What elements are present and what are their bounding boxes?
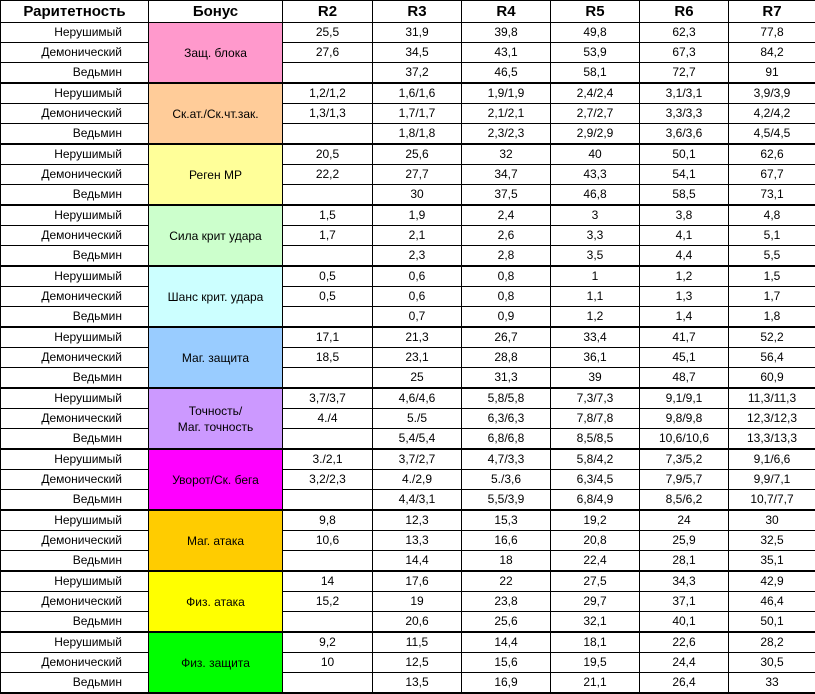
value-cell-r3: 19 <box>373 592 462 612</box>
rarity-label: Демонический <box>1 409 149 429</box>
table-row <box>1 23 815 43</box>
value-cell-r5: 29,7 <box>551 592 640 612</box>
header-r5: R5 <box>551 1 640 23</box>
value-cell-r7: 13,3/13,3 <box>729 429 815 450</box>
value-cell-r6: 8,5/6,2 <box>640 490 729 511</box>
value-cell-r6: 54,1 <box>640 165 729 185</box>
value-cell-r5: 7,8/7,8 <box>551 409 640 429</box>
value-cell-r4: 15,3 <box>462 510 551 531</box>
value-cell-r4: 2,8 <box>462 246 551 267</box>
value-cell-r7: 42,9 <box>729 571 815 592</box>
value-cell-r7: 33 <box>729 673 815 694</box>
table-row <box>1 165 815 185</box>
table-row <box>1 266 815 287</box>
value-cell-r2 <box>283 124 373 145</box>
table-row <box>1 612 815 633</box>
value-cell-r6: 10,6/10,6 <box>640 429 729 450</box>
value-cell-r6: 48,7 <box>640 368 729 389</box>
value-cell-r6: 7,3/5,2 <box>640 449 729 470</box>
rarity-label: Нерушимый <box>1 327 149 348</box>
value-cell-r7: 35,1 <box>729 551 815 572</box>
value-cell-r2: 22,2 <box>283 165 373 185</box>
value-cell-r7: 60,9 <box>729 368 815 389</box>
value-cell-r6: 41,7 <box>640 327 729 348</box>
value-cell-r5: 36,1 <box>551 348 640 368</box>
value-cell-r6: 7,9/5,7 <box>640 470 729 490</box>
value-cell-r3: 0,6 <box>373 266 462 287</box>
header-r2: R2 <box>283 1 373 23</box>
value-cell-r7: 67,7 <box>729 165 815 185</box>
value-cell-r3: 12,3 <box>373 510 462 531</box>
rarity-label: Демонический <box>1 531 149 551</box>
value-cell-r6: 24,4 <box>640 653 729 673</box>
value-cell-r2: 9,8 <box>283 510 373 531</box>
table-row <box>1 226 815 246</box>
table-row <box>1 185 815 206</box>
value-cell-r4: 0,8 <box>462 266 551 287</box>
rarity-label: Ведьмин <box>1 551 149 572</box>
rarity-label: Ведьмин <box>1 429 149 450</box>
value-cell-r4: 43,1 <box>462 43 551 63</box>
header-rarity: Раритетность <box>1 1 149 23</box>
value-cell-r5: 1,1 <box>551 287 640 307</box>
value-cell-r7: 3,9/3,9 <box>729 83 815 104</box>
table-row <box>1 43 815 63</box>
value-cell-r3: 25,6 <box>373 144 462 165</box>
value-cell-r4: 22 <box>462 571 551 592</box>
value-cell-r2: 14 <box>283 571 373 592</box>
value-cell-r5: 2,7/2,7 <box>551 104 640 124</box>
value-cell-r3: 11,5 <box>373 632 462 653</box>
table-row <box>1 63 815 84</box>
value-cell-r6: 45,1 <box>640 348 729 368</box>
value-cell-r6: 22,6 <box>640 632 729 653</box>
value-cell-r2 <box>283 429 373 450</box>
table-row <box>1 551 815 572</box>
rarity-label: Демонический <box>1 104 149 124</box>
value-cell-r3: 23,1 <box>373 348 462 368</box>
value-cell-r2 <box>283 673 373 694</box>
value-cell-r3: 30 <box>373 185 462 206</box>
header-r6: R6 <box>640 1 729 23</box>
value-cell-r5: 39 <box>551 368 640 389</box>
value-cell-r4: 1,9/1,9 <box>462 83 551 104</box>
value-cell-r5: 33,4 <box>551 327 640 348</box>
table-row <box>1 531 815 551</box>
value-cell-r2: 0,5 <box>283 287 373 307</box>
table-row <box>1 144 815 165</box>
value-cell-r7: 4,5/4,5 <box>729 124 815 145</box>
value-cell-r4: 31,3 <box>462 368 551 389</box>
value-cell-r6: 50,1 <box>640 144 729 165</box>
value-cell-r2: 25,5 <box>283 23 373 43</box>
rarity-label: Нерушимый <box>1 510 149 531</box>
value-cell-r4: 46,5 <box>462 63 551 84</box>
value-cell-r6: 1,3 <box>640 287 729 307</box>
bonus-cell: Уворот/Ск. бега <box>149 449 283 510</box>
value-cell-r2: 0,5 <box>283 266 373 287</box>
header-bonus: Бонус <box>149 1 283 23</box>
value-cell-r3: 5./5 <box>373 409 462 429</box>
value-cell-r6: 37,1 <box>640 592 729 612</box>
table-row <box>1 388 815 409</box>
value-cell-r2: 10,6 <box>283 531 373 551</box>
value-cell-r4: 18 <box>462 551 551 572</box>
value-cell-r2: 9,2 <box>283 632 373 653</box>
table-row <box>1 104 815 124</box>
value-cell-r3: 1,7/1,7 <box>373 104 462 124</box>
value-cell-r6: 4,4 <box>640 246 729 267</box>
value-cell-r4: 32 <box>462 144 551 165</box>
table-row <box>1 429 815 450</box>
value-cell-r5: 27,5 <box>551 571 640 592</box>
value-cell-r2: 3,7/3,7 <box>283 388 373 409</box>
value-cell-r5: 2,9/2,9 <box>551 124 640 145</box>
value-cell-r5: 49,8 <box>551 23 640 43</box>
value-cell-r6: 1,2 <box>640 266 729 287</box>
rarity-label: Нерушимый <box>1 571 149 592</box>
value-cell-r5: 58,1 <box>551 63 640 84</box>
value-cell-r2: 1,5 <box>283 205 373 226</box>
value-cell-r3: 14,4 <box>373 551 462 572</box>
rarity-label: Ведьмин <box>1 673 149 694</box>
value-cell-r5: 6,3/4,5 <box>551 470 640 490</box>
value-cell-r5: 19,2 <box>551 510 640 531</box>
value-cell-r5: 22,4 <box>551 551 640 572</box>
value-cell-r3: 1,8/1,8 <box>373 124 462 145</box>
value-cell-r2: 18,5 <box>283 348 373 368</box>
value-cell-r4: 6,3/6,3 <box>462 409 551 429</box>
header-r4: R4 <box>462 1 551 23</box>
value-cell-r4: 5,8/5,8 <box>462 388 551 409</box>
value-cell-r3: 2,3 <box>373 246 462 267</box>
rarity-label: Демонический <box>1 348 149 368</box>
table-row <box>1 409 815 429</box>
value-cell-r7: 5,1 <box>729 226 815 246</box>
value-cell-r7: 30 <box>729 510 815 531</box>
value-cell-r4: 5,5/3,9 <box>462 490 551 511</box>
value-cell-r5: 7,3/7,3 <box>551 388 640 409</box>
rarity-label: Ведьмин <box>1 124 149 145</box>
value-cell-r7: 12,3/12,3 <box>729 409 815 429</box>
bonus-cell: Физ. атака <box>149 571 283 632</box>
value-cell-r4: 28,8 <box>462 348 551 368</box>
value-cell-r3: 3,7/2,7 <box>373 449 462 470</box>
value-cell-r4: 5./3,6 <box>462 470 551 490</box>
value-cell-r4: 2,1/2,1 <box>462 104 551 124</box>
value-cell-r3: 34,5 <box>373 43 462 63</box>
value-cell-r2: 10 <box>283 653 373 673</box>
value-cell-r4: 16,9 <box>462 673 551 694</box>
table-row <box>1 673 815 694</box>
value-cell-r3: 1,6/1,6 <box>373 83 462 104</box>
table-row <box>1 246 815 267</box>
value-cell-r3: 0,7 <box>373 307 462 328</box>
value-cell-r2 <box>283 307 373 328</box>
value-cell-r4: 0,8 <box>462 287 551 307</box>
value-cell-r7: 10,7/7,7 <box>729 490 815 511</box>
value-cell-r5: 19,5 <box>551 653 640 673</box>
value-cell-r5: 1,2 <box>551 307 640 328</box>
value-cell-r6: 67,3 <box>640 43 729 63</box>
value-cell-r7: 84,2 <box>729 43 815 63</box>
table-body <box>1 23 815 694</box>
value-cell-r2: 20,5 <box>283 144 373 165</box>
rarity-label: Демонический <box>1 287 149 307</box>
value-cell-r3: 17,6 <box>373 571 462 592</box>
value-cell-r6: 28,1 <box>640 551 729 572</box>
rarity-label: Ведьмин <box>1 307 149 328</box>
rarity-label: Демонический <box>1 592 149 612</box>
value-cell-r6: 3,8 <box>640 205 729 226</box>
value-cell-r6: 40,1 <box>640 612 729 633</box>
rarity-label: Нерушимый <box>1 205 149 226</box>
bonus-cell: Маг. защита <box>149 327 283 388</box>
value-cell-r7: 28,2 <box>729 632 815 653</box>
value-cell-r5: 20,8 <box>551 531 640 551</box>
rarity-label: Демонический <box>1 226 149 246</box>
rarity-label: Демонический <box>1 470 149 490</box>
rarity-label: Нерушимый <box>1 388 149 409</box>
value-cell-r7: 1,5 <box>729 266 815 287</box>
value-cell-r5: 43,3 <box>551 165 640 185</box>
value-cell-r4: 16,6 <box>462 531 551 551</box>
bonus-cell: Точность/ Маг. точность <box>149 388 283 449</box>
rarity-label: Демонический <box>1 165 149 185</box>
value-cell-r6: 72,7 <box>640 63 729 84</box>
value-cell-r4: 2,3/2,3 <box>462 124 551 145</box>
value-cell-r7: 46,4 <box>729 592 815 612</box>
value-cell-r7: 30,5 <box>729 653 815 673</box>
value-cell-r2: 4./4 <box>283 409 373 429</box>
value-cell-r4: 26,7 <box>462 327 551 348</box>
value-cell-r7: 1,7 <box>729 287 815 307</box>
value-cell-r5: 3 <box>551 205 640 226</box>
value-cell-r2 <box>283 246 373 267</box>
value-cell-r3: 4,6/4,6 <box>373 388 462 409</box>
bonus-cell: Сила крит удара <box>149 205 283 266</box>
rarity-label: Нерушимый <box>1 266 149 287</box>
bonus-cell: Реген МР <box>149 144 283 205</box>
table-row <box>1 653 815 673</box>
value-cell-r5: 2,4/2,4 <box>551 83 640 104</box>
rarity-label: Нерушимый <box>1 449 149 470</box>
rarity-label: Ведьмин <box>1 185 149 206</box>
value-cell-r4: 39,8 <box>462 23 551 43</box>
value-cell-r6: 25,9 <box>640 531 729 551</box>
value-cell-r5: 3,5 <box>551 246 640 267</box>
value-cell-r3: 0,6 <box>373 287 462 307</box>
value-cell-r7: 9,9/7,1 <box>729 470 815 490</box>
value-cell-r7: 77,8 <box>729 23 815 43</box>
value-cell-r3: 13,3 <box>373 531 462 551</box>
value-cell-r2: 15,2 <box>283 592 373 612</box>
bonus-cell: Маг. атака <box>149 510 283 571</box>
table-row <box>1 449 815 470</box>
bonus-cell: Шанс крит. удара <box>149 266 283 327</box>
value-cell-r6: 9,8/9,8 <box>640 409 729 429</box>
table-row <box>1 470 815 490</box>
value-cell-r7: 56,4 <box>729 348 815 368</box>
rarity-label: Ведьмин <box>1 368 149 389</box>
header-r3: R3 <box>373 1 462 23</box>
value-cell-r2 <box>283 612 373 633</box>
bonus-cell: Физ. защита <box>149 632 283 693</box>
table-row <box>1 571 815 592</box>
value-cell-r7: 52,2 <box>729 327 815 348</box>
value-cell-r7: 4,8 <box>729 205 815 226</box>
value-cell-r5: 53,9 <box>551 43 640 63</box>
bonus-cell: Ск.ат./Ск.чт.зак. <box>149 83 283 144</box>
value-cell-r6: 3,3/3,3 <box>640 104 729 124</box>
table-row <box>1 205 815 226</box>
value-cell-r4: 23,8 <box>462 592 551 612</box>
value-cell-r3: 4,4/3,1 <box>373 490 462 511</box>
value-cell-r5: 32,1 <box>551 612 640 633</box>
table-row <box>1 287 815 307</box>
value-cell-r6: 34,3 <box>640 571 729 592</box>
value-cell-r7: 9,1/6,6 <box>729 449 815 470</box>
value-cell-r3: 12,5 <box>373 653 462 673</box>
rarity-label: Нерушимый <box>1 144 149 165</box>
value-cell-r6: 58,5 <box>640 185 729 206</box>
value-cell-r3: 2,1 <box>373 226 462 246</box>
value-cell-r3: 5,4/5,4 <box>373 429 462 450</box>
table-row <box>1 327 815 348</box>
table-row <box>1 124 815 145</box>
value-cell-r4: 15,6 <box>462 653 551 673</box>
value-cell-r5: 8,5/8,5 <box>551 429 640 450</box>
value-cell-r7: 91 <box>729 63 815 84</box>
value-cell-r5: 3,3 <box>551 226 640 246</box>
value-cell-r5: 40 <box>551 144 640 165</box>
value-cell-r5: 6,8/4,9 <box>551 490 640 511</box>
value-cell-r4: 4,7/3,3 <box>462 449 551 470</box>
value-cell-r6: 4,1 <box>640 226 729 246</box>
value-cell-r7: 62,6 <box>729 144 815 165</box>
value-cell-r6: 1,4 <box>640 307 729 328</box>
value-cell-r2: 1,3/1,3 <box>283 104 373 124</box>
header-row <box>1 1 815 23</box>
value-cell-r3: 20,6 <box>373 612 462 633</box>
value-cell-r6: 3,6/3,6 <box>640 124 729 145</box>
rarity-label: Нерушимый <box>1 83 149 104</box>
rarity-label: Ведьмин <box>1 246 149 267</box>
value-cell-r4: 37,5 <box>462 185 551 206</box>
value-cell-r7: 5,5 <box>729 246 815 267</box>
value-cell-r6: 24 <box>640 510 729 531</box>
value-cell-r7: 32,5 <box>729 531 815 551</box>
table-row <box>1 307 815 328</box>
value-cell-r2: 1,2/1,2 <box>283 83 373 104</box>
rarity-label: Ведьмин <box>1 612 149 633</box>
value-cell-r7: 50,1 <box>729 612 815 633</box>
value-cell-r5: 21,1 <box>551 673 640 694</box>
header-r7: R7 <box>729 1 815 23</box>
value-cell-r4: 2,6 <box>462 226 551 246</box>
table-row <box>1 632 815 653</box>
table-row <box>1 490 815 511</box>
value-cell-r5: 46,8 <box>551 185 640 206</box>
value-cell-r5: 18,1 <box>551 632 640 653</box>
value-cell-r2: 17,1 <box>283 327 373 348</box>
value-cell-r3: 1,9 <box>373 205 462 226</box>
value-cell-r3: 13,5 <box>373 673 462 694</box>
bonus-cell: Защ. блока <box>149 23 283 84</box>
value-cell-r2 <box>283 490 373 511</box>
value-cell-r6: 62,3 <box>640 23 729 43</box>
rarity-label: Нерушимый <box>1 23 149 43</box>
value-cell-r2 <box>283 185 373 206</box>
value-cell-r4: 6,8/6,8 <box>462 429 551 450</box>
value-cell-r5: 5,8/4,2 <box>551 449 640 470</box>
table-row <box>1 510 815 531</box>
table-row <box>1 368 815 389</box>
rarity-label: Демонический <box>1 653 149 673</box>
value-cell-r2: 27,6 <box>283 43 373 63</box>
value-cell-r3: 37,2 <box>373 63 462 84</box>
table-row <box>1 83 815 104</box>
value-cell-r7: 4,2/4,2 <box>729 104 815 124</box>
rarity-label: Нерушимый <box>1 632 149 653</box>
value-cell-r6: 3,1/3,1 <box>640 83 729 104</box>
table-row <box>1 348 815 368</box>
value-cell-r3: 27,7 <box>373 165 462 185</box>
value-cell-r2: 3,2/2,3 <box>283 470 373 490</box>
value-cell-r2 <box>283 368 373 389</box>
value-cell-r2 <box>283 63 373 84</box>
value-cell-r3: 31,9 <box>373 23 462 43</box>
value-cell-r3: 21,3 <box>373 327 462 348</box>
value-cell-r3: 25 <box>373 368 462 389</box>
rarity-label: Демонический <box>1 43 149 63</box>
value-cell-r2 <box>283 551 373 572</box>
value-cell-r3: 4./2,9 <box>373 470 462 490</box>
value-cell-r6: 9,1/9,1 <box>640 388 729 409</box>
value-cell-r2: 3./2,1 <box>283 449 373 470</box>
value-cell-r7: 73,1 <box>729 185 815 206</box>
value-cell-r7: 11,3/11,3 <box>729 388 815 409</box>
rarity-label: Ведьмин <box>1 63 149 84</box>
value-cell-r2: 1,7 <box>283 226 373 246</box>
value-cell-r4: 0,9 <box>462 307 551 328</box>
value-cell-r7: 1,8 <box>729 307 815 328</box>
value-cell-r4: 2,4 <box>462 205 551 226</box>
value-cell-r4: 14,4 <box>462 632 551 653</box>
table-row <box>1 592 815 612</box>
value-cell-r6: 26,4 <box>640 673 729 694</box>
rarity-label: Ведьмин <box>1 490 149 511</box>
value-cell-r4: 25,6 <box>462 612 551 633</box>
value-cell-r4: 34,7 <box>462 165 551 185</box>
value-cell-r5: 1 <box>551 266 640 287</box>
